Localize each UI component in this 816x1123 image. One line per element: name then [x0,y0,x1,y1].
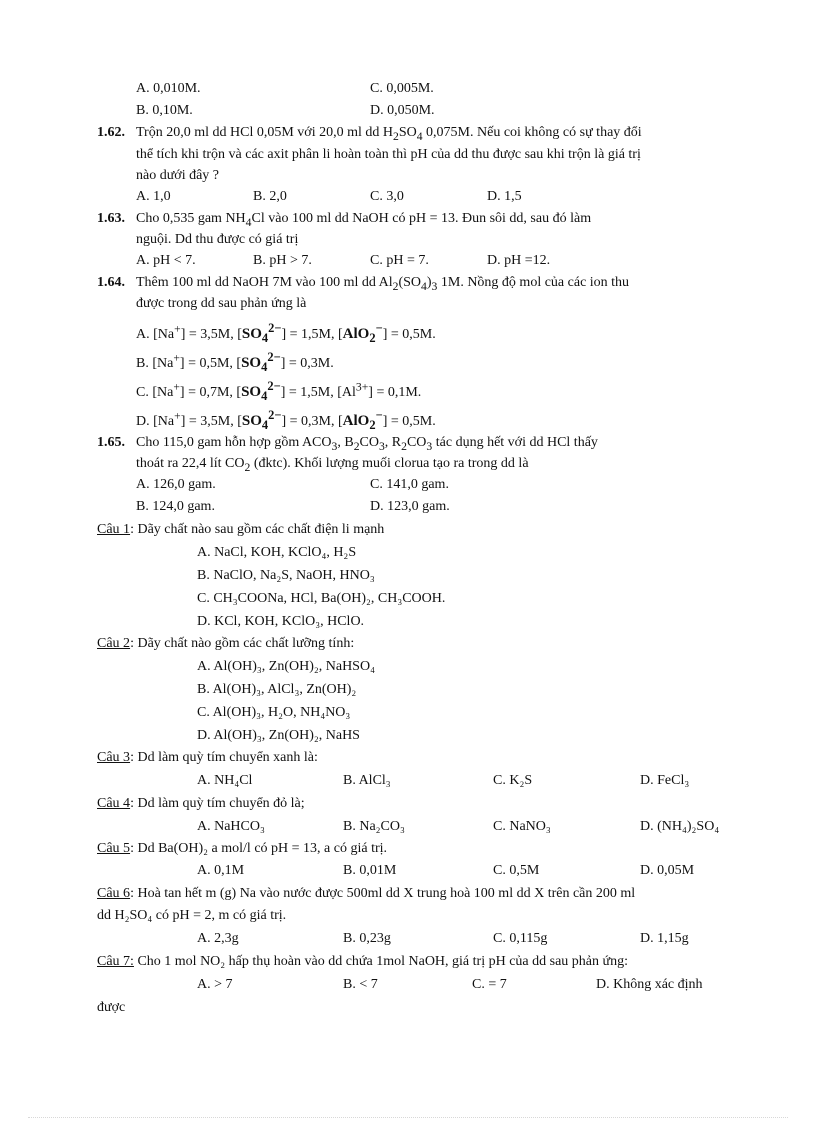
option-a: A. NaCl, KOH, KClO₄, H₂S [197,545,357,560]
option-a: A. [Na+] = 3,5M, $[SO_4^{2-}] = 1,5M$, [AlO$_2$−] = 0,5M. [136,321,436,345]
option-d: D. pH =12. [487,253,551,268]
option-c: C. NaNO₃ [493,819,551,834]
option-d: D. 1,15g [640,931,689,946]
option-a: A. pH < 7. [136,253,196,268]
option-c: C. = 7 [472,977,507,992]
option-c: C. 0,115g [493,931,548,946]
question-text: được trong dd sau phản ứng là [136,296,307,311]
option-a: A. NH₄Cl [197,773,253,788]
option-b: B. 0,10M. [136,103,193,118]
option-d: D. 0,050M. [370,103,435,118]
option-d: D. [Na+] = 3,5M, $[SO_4^{2-}] = 0,3M$, [AlO$_2$−] = 0,5M. [136,408,436,432]
option-a: A. 0,010M. [136,81,201,96]
question-number: 1.63. [97,211,125,226]
question-text: thể tích khi trộn và các axit phân li hoàn toàn thì pH của dd thu được sau khi trộn là giá trị [136,147,641,162]
option-a: A. 2,3g [197,931,239,946]
question-text: Cho 115,0 gam hỗn hợp gồm $ACO_3$, $B_2CO_3$, $R_2CO_3$ tác dụng hết với dd HCl thấy [136,435,598,453]
option-d: D. 123,0 gam. [370,499,450,514]
option-a: A. 126,0 gam. [136,477,216,492]
option-b: B. Na₂CO₃ [343,819,405,834]
question-text: được [97,1000,126,1015]
question-text: Câu 3: Dd làm quỳ tím chuyển xanh là: [97,750,318,765]
option-a: A. Al(OH)₃, Zn(OH)₂, NaHSO₄ [197,659,375,674]
option-c: C. [Na+] = 0,7M, $[SO_4^{2-}] = 1,5M$, $[Al^{3+}] = 0,1M$. [136,379,422,403]
option-b: B. < 7 [343,977,378,992]
option-b: B. [Na+] = 0,5M, $[SO_4^{2-}] = 0,3M$. [136,350,334,374]
option-d: D. FeCl₃ [640,773,690,788]
option-b: B. AlCl₃ [343,773,391,788]
option-c: C. 0,005M. [370,81,434,96]
option-c: C. pH = 7. [370,253,429,268]
question-text: Câu 7: Cho 1 mol NO₂ hấp thụ hoàn vào dd chứa 1mol NaOH, giá trị pH của dd sau phản ứng: [97,954,628,969]
option-a: A. 1,0 [136,189,171,204]
option-c: C. 141,0 gam. [370,477,449,492]
question-text: Câu 2: Dãy chất nào gồm các chất lưỡng tính: [97,636,355,651]
question-text: nguội. Dd thu được có giá trị [136,232,299,247]
question-text: dd H₂SO₄ có pH = 2, m có giá trị. [97,908,287,923]
question-text: thoát ra 22,4 lít $CO_2$ (đktc). Khối lượng muối clorua tạo ra trong dd là [136,456,529,474]
option-b: B. 0,01M [343,863,397,878]
option-a: A. NaHCO₃ [197,819,265,834]
option-b: B. 0,23g [343,931,391,946]
option-b: B. Al(OH)₃, AlCl₃, Zn(OH)₂ [197,682,357,697]
question-text: Thêm 100 ml dd NaOH 7M vào 100 ml dd $Al_2(SO_4)_3$ 1M. Nồng độ mol của các ion thu [136,275,630,293]
option-c: C. 0,5M [493,863,540,878]
option-c: C. Al(OH)₃, H₂O, NH₄NO₃ [197,705,351,720]
question-text: Trộn 20,0 ml dd HCl 0,05M với 20,0 ml dd $H_2SO_4$ 0,075M. Nếu coi không có sự thay đổi [136,125,642,143]
option-c: C. CH₃COONa, HCl, Ba(OH)₂, CH₃COOH. [197,591,446,606]
page-footer-divider [28,1117,788,1118]
option-d: D. (NH₄)₂SO₄ [640,819,720,834]
option-d: D. 0,05M [640,863,695,878]
option-a: A. 0,1M [197,863,245,878]
option-b: B. 2,0 [253,189,287,204]
option-d: D. Không xác định [596,977,703,992]
question-text: nào dưới đây ? [136,168,220,183]
question-text: Câu 5: Dd Ba(OH)₂ a mol/l có pH = 13, a có giá trị. [97,841,388,856]
option-b: B. NaClO, Na₂S, NaOH, HNO₃ [197,568,375,583]
option-d: D. Al(OH)₃, Zn(OH)₂, NaHS [197,728,360,743]
question-text: Câu 1: Dãy chất nào sau gồm các chất điện li mạnh [97,522,385,537]
question-number: 1.65. [97,435,125,450]
option-d: D. KCl, KOH, KClO₃, HClO. [197,614,365,629]
option-c: C. 3,0 [370,189,404,204]
option-c: C. K₂S [493,773,533,788]
question-text: Cho 0,535 gam $NH_4Cl$ vào 100 ml dd NaOH có pH = 13. Đun sôi dd, sau đó làm [136,211,592,229]
question-number: 1.64. [97,275,125,290]
option-a: A. > 7 [197,977,233,992]
question-text: Câu 6: Hoà tan hết m (g) Na vào nước được 500ml dd X trung hoà 100 ml dd X trên cần 200 ml [97,886,636,901]
option-b: B. 124,0 gam. [136,499,215,514]
question-number: 1.62. [97,125,125,140]
question-text: Câu 4: Dd làm quỳ tím chuyển đỏ là; [97,796,305,811]
option-b: B. pH > 7. [253,253,312,268]
option-d: D. 1,5 [487,189,522,204]
